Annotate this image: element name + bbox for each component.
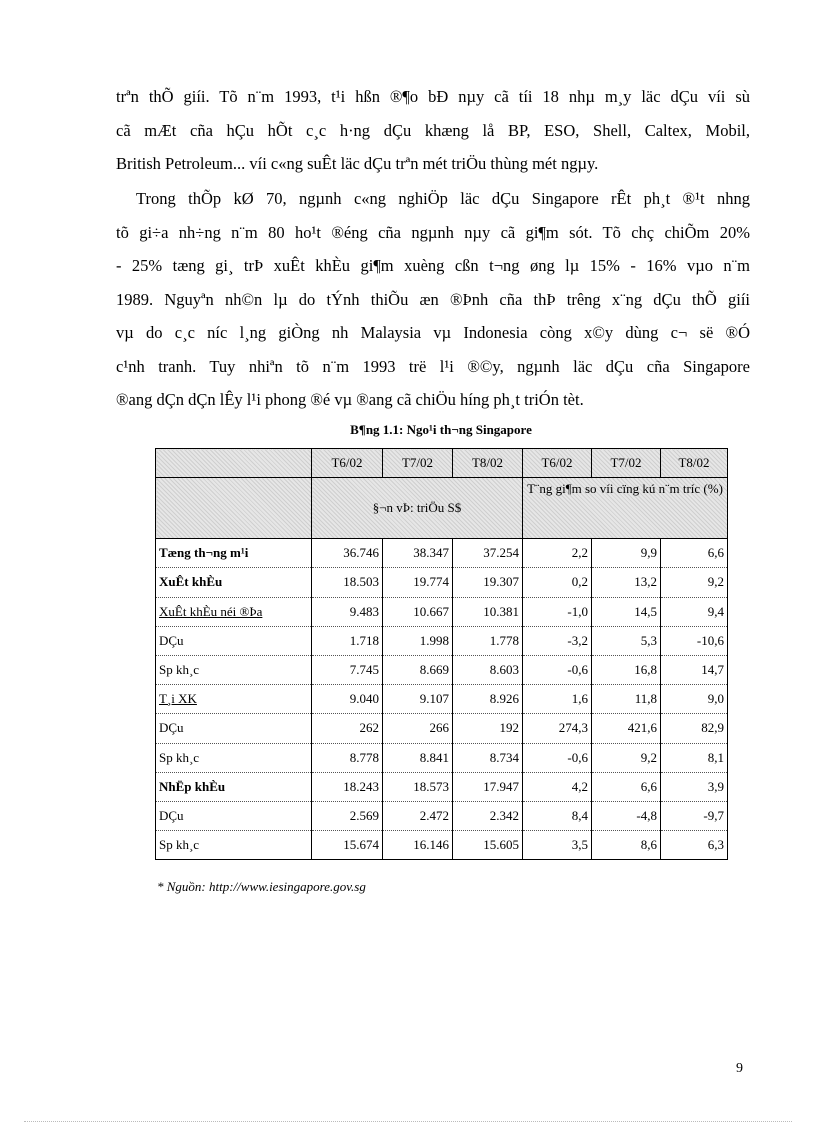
- table-cell: 2.342: [453, 801, 523, 830]
- row-label-text: Sp kh¸c: [159, 662, 200, 678]
- table-cell: 6,6: [592, 772, 661, 801]
- table-cell: -3,2: [523, 626, 592, 655]
- column-header: T8/02: [453, 449, 523, 478]
- column-header: T7/02: [383, 449, 453, 478]
- table-cell: 7.745: [312, 655, 383, 684]
- table-cell: 8.841: [383, 743, 453, 772]
- table-cell: 4,2: [523, 772, 592, 801]
- row-label-text: NhËp khÈu: [159, 778, 226, 794]
- table-cell: 266: [383, 714, 453, 743]
- row-label: [156, 743, 312, 772]
- row-label: [156, 597, 312, 626]
- table-cell: 0,2: [523, 568, 592, 597]
- table-cell: 192: [453, 714, 523, 743]
- table-cell: 1,6: [523, 685, 592, 714]
- row-label: [156, 714, 312, 743]
- table-row: [156, 801, 728, 830]
- row-label: [156, 831, 312, 860]
- table-cell: 19.774: [383, 568, 453, 597]
- table-cell: 17.947: [453, 772, 523, 801]
- row-label: [156, 772, 312, 801]
- row-label-text: XuÊt khÈu: [159, 574, 223, 590]
- table-cell: -9,7: [661, 801, 728, 830]
- row-label-text: DÇu: [159, 807, 184, 823]
- row-label: [156, 685, 312, 714]
- table-cell: -4,8: [592, 801, 661, 830]
- table-cell: 1.718: [312, 626, 383, 655]
- table-cell: 14,7: [661, 655, 728, 684]
- table-cell: -1,0: [523, 597, 592, 626]
- table-cell: 8.734: [453, 743, 523, 772]
- page-number: 9: [736, 1061, 743, 1076]
- table-cell: 18.243: [312, 772, 383, 801]
- table-cell: 9,2: [661, 568, 728, 597]
- change-label: T¨ng gi¶m so víi cïng kú n¨m tríc (%): [523, 478, 728, 539]
- table-cell: 8,4: [523, 801, 592, 830]
- table-cell: -10,6: [661, 626, 728, 655]
- table-cell: 5,3: [592, 626, 661, 655]
- table-cell: 8,6: [592, 831, 661, 860]
- table-row: [156, 655, 728, 684]
- table-cell: 2.472: [383, 801, 453, 830]
- row-label: [156, 801, 312, 830]
- row-label-text: Sp kh¸c: [159, 749, 200, 765]
- paragraph-line: c¹nh tranh. Tuy nhiªn tõ n¨m 1993 trë l¹i ®©y, ngµnh läc dÇu cña Singapore: [116, 356, 750, 376]
- table-cell: 16,8: [592, 655, 661, 684]
- row-label-text: Sp kh¸c: [159, 837, 200, 853]
- table-cell: 37.254: [453, 539, 523, 568]
- table-row: [156, 743, 728, 772]
- table-cell: 421,6: [592, 714, 661, 743]
- paragraph-line: British Petroleum... víi c«ng suÊt läc dÇu trªn mét triÖu thùng mét ngµy.: [116, 154, 599, 173]
- table-cell: 8.603: [453, 655, 523, 684]
- row-label: [156, 626, 312, 655]
- paragraph-line: trªn thÕ giíi. Tõ n¨m 1993, t¹i hßn ®¶o bÐ nµy cã tíi 18 nhµ m¸y läc dÇu víi sù: [116, 87, 750, 106]
- row-label: [156, 568, 312, 597]
- table-row: [156, 626, 728, 655]
- source-note: * Nguồn: http://www.iesingapore.gov.sg: [157, 879, 366, 894]
- paragraph-2: [116, 182, 750, 417]
- table-cell: -0,6: [523, 655, 592, 684]
- table-row: [156, 568, 728, 597]
- table-cell: 274,3: [523, 714, 592, 743]
- header-blank-cell: [156, 449, 312, 478]
- paragraph-1: [116, 80, 750, 181]
- table-cell: 36.746: [312, 539, 383, 568]
- table-cell: 13,2: [592, 568, 661, 597]
- table-cell: 8.926: [453, 685, 523, 714]
- column-header: T7/02: [592, 449, 661, 478]
- table-cell: 2,2: [523, 539, 592, 568]
- header-blank-cell: [156, 478, 312, 539]
- table-cell: 9.040: [312, 685, 383, 714]
- table-caption: B¶ng 1.1: Ngo¹i th¬ng Singapore: [350, 422, 532, 437]
- table-cell: 15.674: [312, 831, 383, 860]
- table-cell: 9,4: [661, 597, 728, 626]
- table-cell: 6,3: [661, 831, 728, 860]
- row-label: [156, 539, 312, 568]
- table-cell: 9,9: [592, 539, 661, 568]
- table-row: [156, 714, 728, 743]
- table-cell: 11,8: [592, 685, 661, 714]
- paragraph-line: Trong thÕp kØ 70, ngµnh c«ng nghiÖp läc dÇu Singapore rÊt ph¸t ®¹t nhng: [136, 189, 750, 208]
- table-cell: 10.381: [453, 597, 523, 626]
- column-header: T6/02: [523, 449, 592, 478]
- table-cell: 8,1: [661, 743, 728, 772]
- table-cell: 3,9: [661, 772, 728, 801]
- row-label-text: Tæng th¬ng m¹i: [159, 545, 249, 561]
- paragraph-line: 1989. Nguyªn nh©n lµ do tÝnh thiÕu æn ®Þnh cña thÞ trêng x¨ng dÇu thÕ giíi: [116, 289, 750, 309]
- table-row: [156, 539, 728, 568]
- table-cell: 9,0: [661, 685, 728, 714]
- table-cell: 1.778: [453, 626, 523, 655]
- table-row: [156, 831, 728, 860]
- table-row: [156, 685, 728, 714]
- table-cell: 82,9: [661, 714, 728, 743]
- paragraph-line: ®ang dÇn dÇn lÊy l¹i phong ®é vµ ®ang cã chiÖu híng ph¸t triÓn tèt.: [116, 390, 584, 409]
- table-cell: 3,5: [523, 831, 592, 860]
- table-cell: 18.573: [383, 772, 453, 801]
- row-label-text: DÇu: [159, 632, 184, 648]
- paragraph-line: vµ do c¸c níc l¸ng giÒng nh Malaysia vµ Indonesia còng x©y dùng c¬ së ®Ó: [116, 323, 750, 342]
- table-cell: 1.998: [383, 626, 453, 655]
- table-cell: 8.669: [383, 655, 453, 684]
- row-label-text: DÇu: [159, 720, 184, 736]
- column-header: T6/02: [312, 449, 383, 478]
- table-unit-row: [156, 478, 728, 539]
- row-label-text: T¸i XK: [159, 691, 197, 707]
- paragraph-line: - 25% tæng gi¸ trÞ xuÊt khÈu gi¶m xuèng cßn t¬ng øng lµ 15% - 16% vµo n¨m: [116, 256, 750, 275]
- table-cell: 8.778: [312, 743, 383, 772]
- paragraph-line: cã mÆt cña hÇu hÕt c¸c h·ng dÇu khæng lå BP, ESO, Shell, Caltex, Mobil,: [116, 120, 750, 140]
- row-label: [156, 655, 312, 684]
- table-cell: 2.569: [312, 801, 383, 830]
- table-cell: 38.347: [383, 539, 453, 568]
- table-row: [156, 597, 728, 626]
- table-cell: 9.483: [312, 597, 383, 626]
- unit-label: §¬n vÞ: triÖu S$: [312, 478, 523, 539]
- column-header: T8/02: [661, 449, 728, 478]
- paragraph-line: tõ gi÷a nh÷ng n¨m 80 ho¹t ®éng cña ngµnh nµy cã gi¶m sót. Tõ chç chiÕm 20%: [116, 222, 750, 242]
- row-label-text: XuÊt khÈu néi ®Þa: [159, 603, 263, 619]
- table-cell: 16.146: [383, 831, 453, 860]
- table-cell: 15.605: [453, 831, 523, 860]
- table-cell: -0,6: [523, 743, 592, 772]
- table-cell: 6,6: [661, 539, 728, 568]
- foreign-trade-table: [155, 448, 728, 860]
- table-cell: 10.667: [383, 597, 453, 626]
- table-header-row: [156, 449, 728, 478]
- table-cell: 262: [312, 714, 383, 743]
- table-cell: 18.503: [312, 568, 383, 597]
- table-cell: 14,5: [592, 597, 661, 626]
- table-cell: 9.107: [383, 685, 453, 714]
- table-cell: 9,2: [592, 743, 661, 772]
- table-row: [156, 772, 728, 801]
- footer-divider: [24, 1121, 792, 1122]
- table-cell: 19.307: [453, 568, 523, 597]
